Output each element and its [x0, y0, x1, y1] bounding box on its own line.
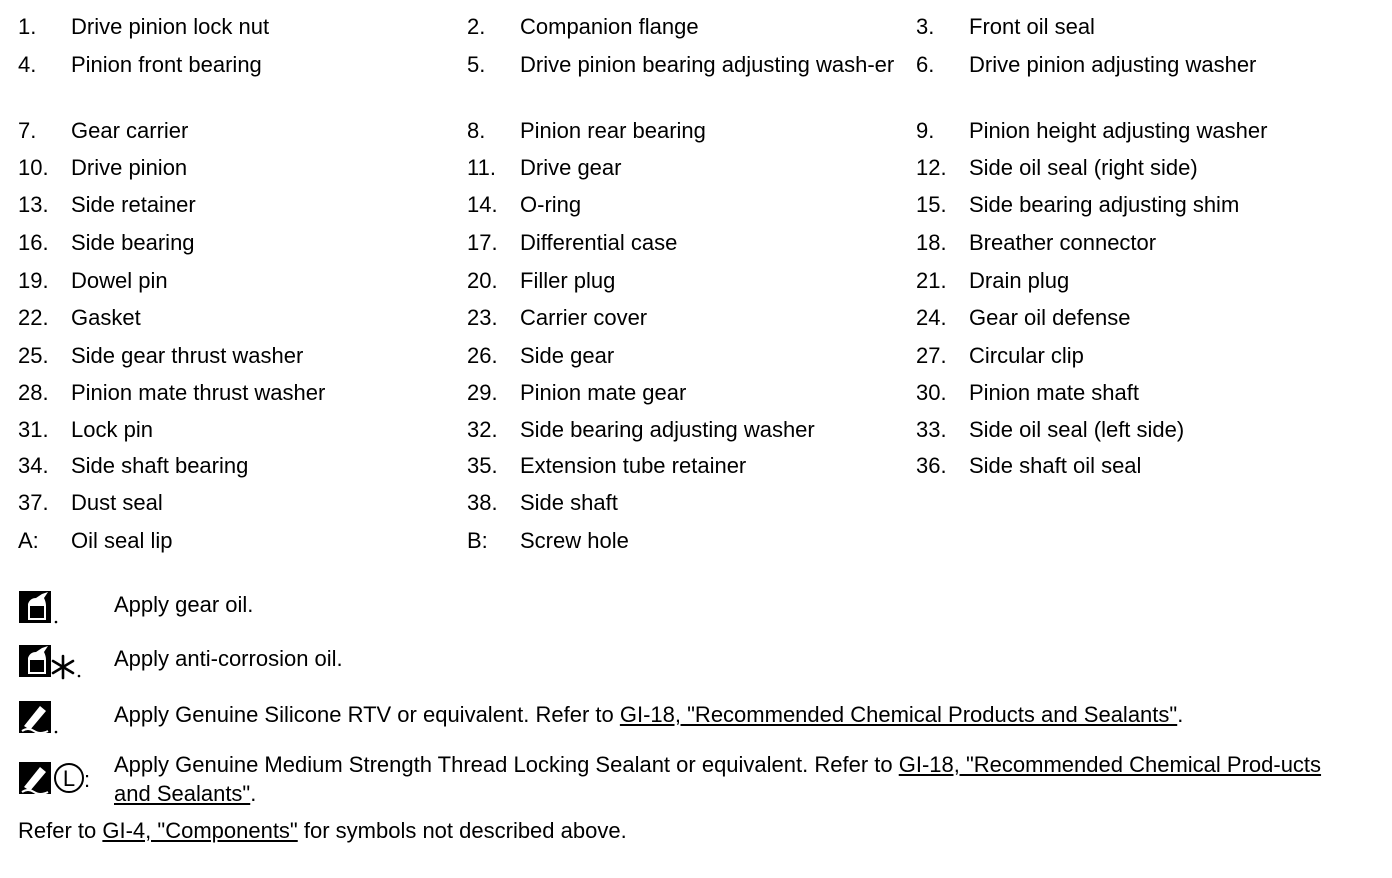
part-name: Oil seal lip: [71, 528, 173, 553]
part-number: 25.: [18, 343, 49, 368]
part-name: Extension tube retainer: [520, 453, 747, 478]
part-name: Gear carrier: [71, 118, 189, 143]
part-number: 15.: [916, 192, 947, 217]
part-number: 37.: [18, 490, 49, 515]
gi-18-link-2[interactable]: GI-18, "Recommended Chemical Prod-ucts and Sealants": [114, 752, 1322, 806]
part-number: 2.: [467, 14, 486, 39]
gi-4-link[interactable]: GI-4, "Components": [102, 818, 298, 843]
part-number: 33.: [916, 417, 947, 442]
part-name: Pinion rear bearing: [520, 118, 706, 143]
part-number: 4.: [18, 52, 37, 77]
silicone-text: Apply Genuine Silicone RTV or equivalent. Refer to GI-18, "Recommended Chemical Products and Sealants".: [114, 702, 1184, 727]
part-number: 11.: [467, 155, 496, 180]
part-number: 17.: [467, 230, 498, 255]
part-name: Side oil seal (left side): [969, 417, 1185, 442]
part-number: 35.: [467, 453, 498, 478]
part-name: Pinion mate shaft: [969, 380, 1139, 405]
part-number: 31.: [18, 417, 49, 442]
part-number: 24.: [916, 305, 947, 330]
oil-can-asterisk-icon: [18, 644, 88, 680]
part-number: 1.: [18, 14, 37, 39]
footer-note: Refer to GI-4, "Components" for symbols not described above.: [18, 818, 627, 843]
part-number: 12.: [916, 155, 947, 180]
part-name: Pinion mate thrust washer: [71, 380, 326, 405]
part-name: Drive pinion bearing adjusting wash-er: [520, 52, 895, 77]
part-name: Side gear thrust washer: [71, 343, 304, 368]
part-number: 26.: [467, 343, 498, 368]
part-number: 36.: [916, 453, 947, 478]
part-name: Side shaft oil seal: [969, 453, 1142, 478]
part-name: Dust seal: [71, 490, 163, 515]
part-name: Filler plug: [520, 268, 616, 293]
gear-oil-text: Apply gear oil.: [114, 592, 254, 617]
part-number: 29.: [467, 380, 498, 405]
part-name: Differential case: [520, 230, 678, 255]
part-name: Side gear: [520, 343, 615, 368]
anti-corrosion-text: Apply anti-corrosion oil.: [114, 646, 343, 671]
part-number: 14.: [467, 192, 498, 217]
part-name: Drain plug: [969, 268, 1070, 293]
part-name: Side bearing adjusting washer: [520, 417, 815, 442]
part-name: Pinion mate gear: [520, 380, 687, 405]
part-number: 8.: [467, 118, 486, 143]
part-number: 20.: [467, 268, 498, 293]
part-name: Drive pinion: [71, 155, 188, 180]
part-name: Dowel pin: [71, 268, 168, 293]
part-number: 34.: [18, 453, 49, 478]
part-name: Carrier cover: [520, 305, 648, 330]
part-name: Gear oil defense: [969, 305, 1131, 330]
part-name: Breather connector: [969, 230, 1157, 255]
part-number: 27.: [916, 343, 947, 368]
part-name: Companion flange: [520, 14, 699, 39]
part-number: 13.: [18, 192, 49, 217]
svg-text::: :: [84, 767, 91, 792]
part-name: Side bearing: [71, 230, 195, 255]
part-number: 16.: [18, 230, 49, 255]
part-number: 18.: [916, 230, 947, 255]
sealant-locking-icon: [18, 760, 94, 800]
part-number: 3.: [916, 14, 935, 39]
part-number: 19.: [18, 268, 49, 293]
part-name: Drive gear: [520, 155, 622, 180]
gi-18-link[interactable]: GI-18, "Recommended Chemical Products and Sealants": [619, 702, 1178, 727]
part-name: Lock pin: [71, 417, 153, 442]
part-number: 10.: [18, 155, 49, 180]
part-number: B:: [467, 528, 488, 553]
part-name: Circular clip: [969, 343, 1084, 368]
part-name: Side shaft bearing: [71, 453, 249, 478]
part-number: 22.: [18, 305, 49, 330]
oil-can-icon: [18, 590, 62, 626]
part-number: 9.: [916, 118, 935, 143]
part-name: Pinion front bearing: [71, 52, 262, 77]
sealant-icon: [18, 700, 62, 736]
part-name: Side oil seal (right side): [969, 155, 1198, 180]
part-name: Drive pinion adjusting washer: [969, 52, 1257, 77]
part-name: O-ring: [520, 192, 582, 217]
part-name: Gasket: [71, 305, 141, 330]
part-name: Side retainer: [71, 192, 196, 217]
part-number: 5.: [467, 52, 486, 77]
part-number: 6.: [916, 52, 935, 77]
part-number: 30.: [916, 380, 947, 405]
part-number: 38.: [467, 490, 498, 515]
part-number: A:: [18, 528, 39, 553]
part-number: 21.: [916, 268, 947, 293]
part-name: Side shaft: [520, 490, 618, 515]
part-number: 32.: [467, 417, 498, 442]
part-name: Pinion height adjusting washer: [969, 118, 1268, 143]
thread-lock-text: Apply Genuine Medium Strength Thread Locking Sealant or equivalent. Refer to GI-18, "Recommended Chemical Prod-ucts and Sealants".: [114, 752, 1322, 806]
part-name: Front oil seal: [969, 14, 1095, 39]
part-name: Drive pinion lock nut: [71, 14, 270, 39]
svg-text:L: L: [62, 766, 76, 791]
part-name: Side bearing adjusting shim: [969, 192, 1240, 217]
part-number: 7.: [18, 118, 37, 143]
part-name: Screw hole: [520, 528, 629, 553]
part-number: 28.: [18, 380, 49, 405]
part-number: 23.: [467, 305, 498, 330]
